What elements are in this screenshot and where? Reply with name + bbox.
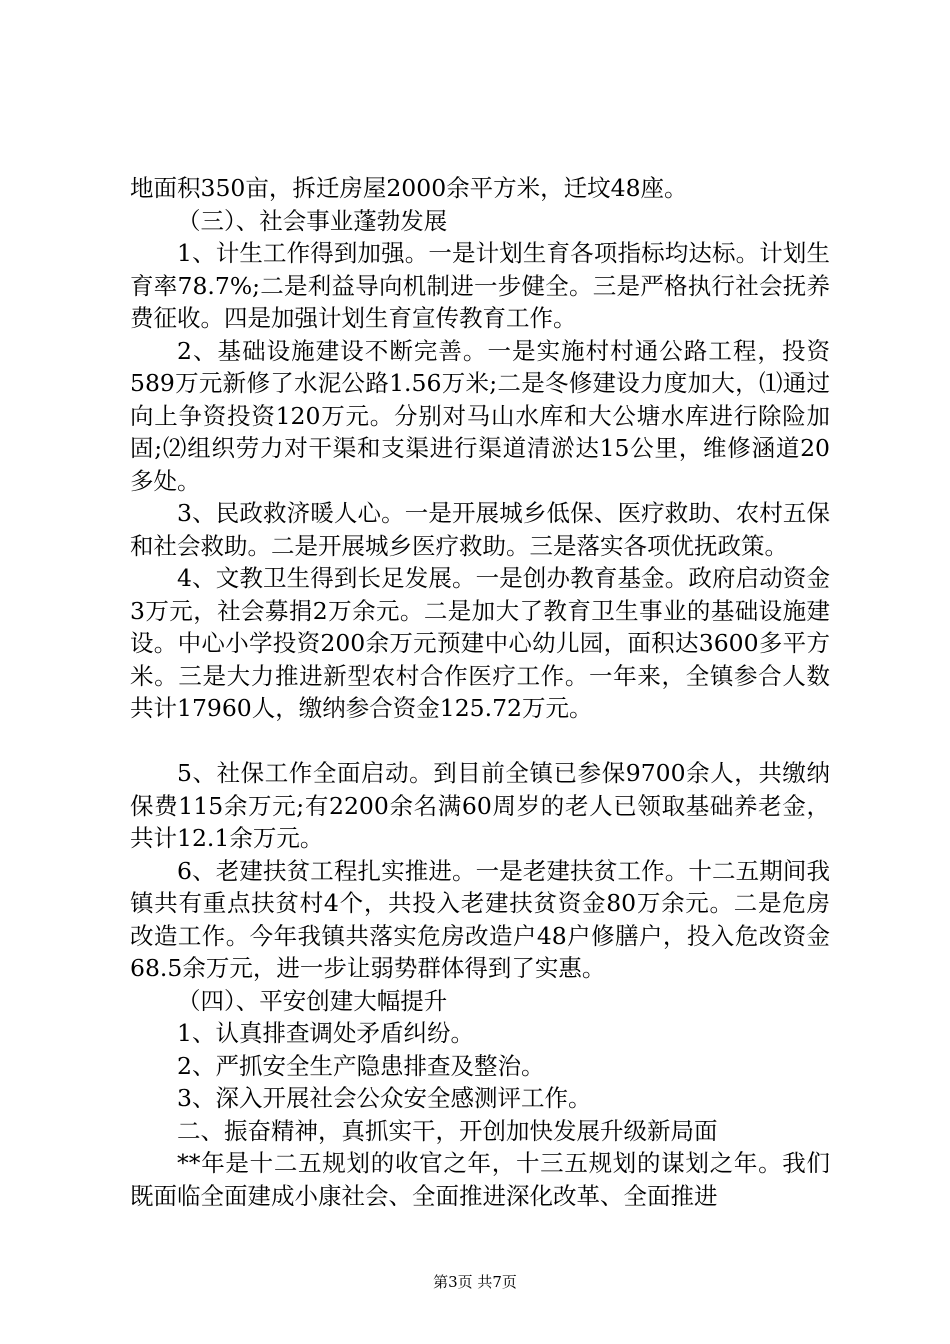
list-item-dispute-mediation: 1、认真排查调处矛盾纠纷。 [177, 1019, 474, 1047]
paragraph-social-insurance: 5、社保工作全面启动。到目前全镇已参保9700余人，共缴纳保费115余万元;有2200余名满60周岁的老人已领取基础养老金，共计12.1余万元。 [130, 759, 830, 852]
paragraph-education-health: 4、文教卫生得到长足发展。一是创办教育基金。政府启动资金3万元，社会募捐2万余元。二是加大了教育卫生事业的基础设施建设。中心小学投资200余万元预建中心幼儿园，面积达3600多平方米。三是大力推进新型农村合作医疗工作。一年来，全镇参合人数共计17960人，缴纳参合资金125.72万元。 [130, 564, 830, 722]
paragraph-family-planning: 1、计生工作得到加强。一是计划生育各项指标均达标。计划生育率78.7%;二是利益导向机制进一步健全。三是严格执行社会抚养费征收。四是加强计划生育宣传教育工作。 [130, 239, 830, 332]
paragraph-civil-relief: 3、民政救济暖人心。一是开展城乡低保、医疗救助、农村五保和社会救助。二是开展城乡医疗救助。三是落实各项优抚政策。 [130, 499, 830, 560]
document-body [130, 172, 830, 1212]
paragraph-infrastructure: 2、基础设施建设不断完善。一是实施村村通公路工程，投资589万元新修了水泥公路1.56万米;二是冬修建设力度加大，⑴通过向上争资投资120万元。分别对马山水库和大公塘水库进行除险加固;⑵组织劳力对干渠和支渠进行渠道清淤达15公里，维修涵道20多处。 [130, 336, 830, 495]
section-heading-social-affairs: （三）、社会事业蓬勃发展 [177, 206, 448, 235]
list-item-safety-survey: 3、深入开展社会公众安全感测评工作。 [177, 1084, 592, 1112]
paragraph-poverty-alleviation: 6、老建扶贫工程扎实推进。一是老建扶贫工作。十二五期间我镇共有重点扶贫村4个，共投入老建扶贫资金80万余元。二是危房改造工作。今年我镇共落实危房改造户48户修膳户，投入危改资金68.5余万元，进一步让弱势群体得到了实惠。 [130, 856, 830, 982]
list-item-production-safety: 2、严抓安全生产隐患排查及整治。 [177, 1051, 545, 1080]
page-number-footer: 第3页 共7页 [433, 1273, 517, 1291]
paragraph-planning-year: **年是十二五规划的收官之年，十三五规划的谋划之年。我们既面临全面建成小康社会、全面推进深化改革、全面推进 [130, 1149, 830, 1210]
section-heading-public-safety: （四）、平安创建大幅提升 [177, 986, 448, 1015]
section-heading-part-two: 二、振奋精神，真抓实干，开创加快发展升级新局面 [177, 1116, 718, 1145]
paragraph-land-relocation: 地面积350亩，拆迁房屋2000余平方米，迁坟48座。 [130, 174, 688, 202]
